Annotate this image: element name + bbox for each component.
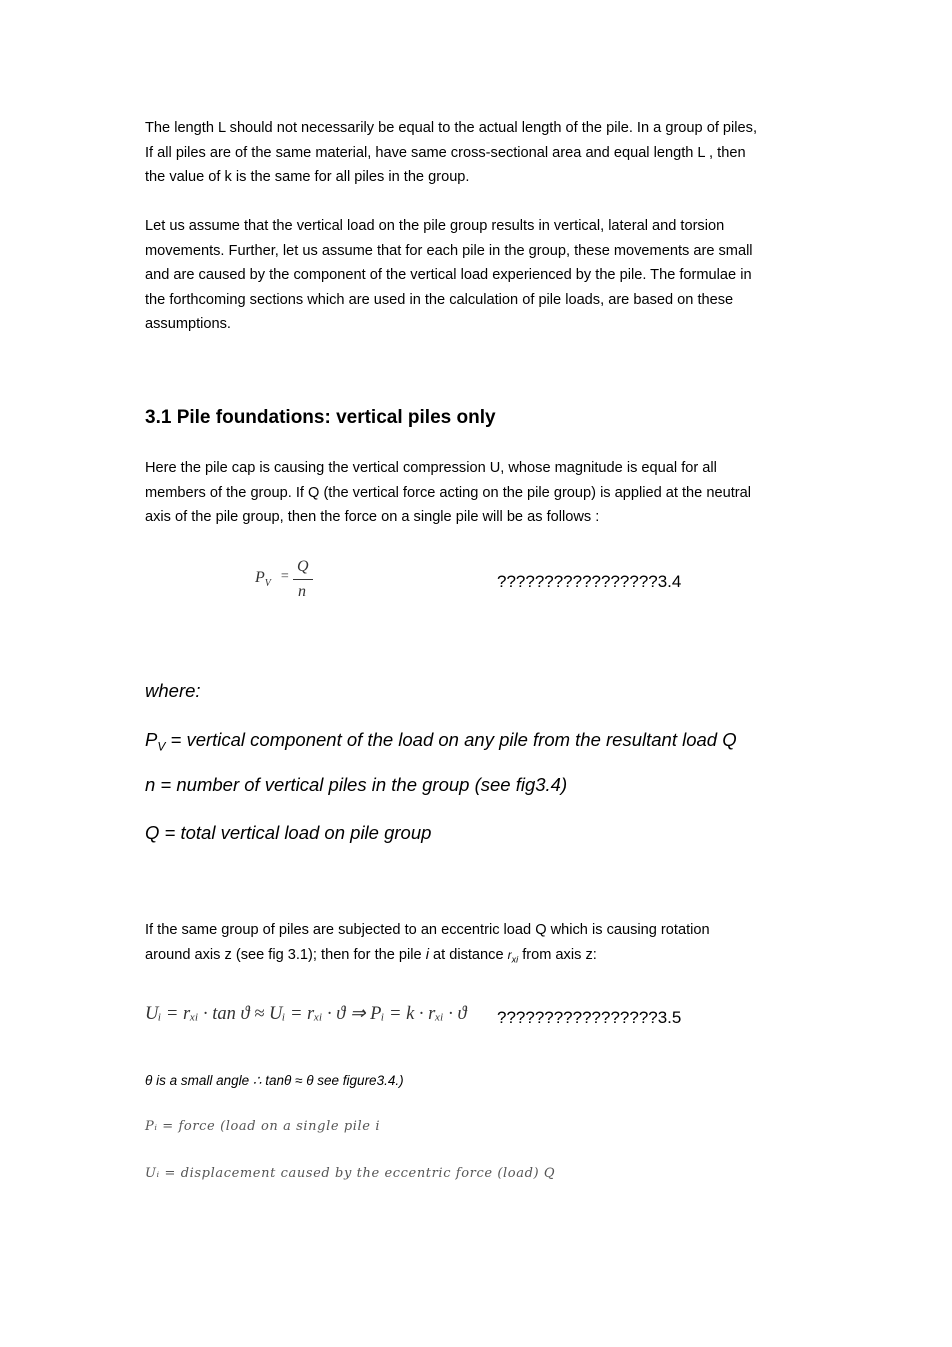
paragraph-line: assumptions.: [145, 316, 231, 332]
paragraph-line: The length L should not necessarily be equal to the actual length of the pile. In a group of piles,: [145, 120, 757, 136]
paragraph-line: Let us assume that the vertical load on the pile group results in vertical, lateral and torsion: [145, 218, 725, 234]
paragraph-line: If all piles are of the same material, have same cross-sectional area and equal length L , then: [145, 144, 746, 161]
definition-pv: $P_V$ = vertical component of the load on any pile from the resultant load Q: [145, 729, 737, 754]
definition-ui: Uᵢ = displacement caused by the eccentric force (load) Q: [145, 1166, 556, 1181]
paragraph-eccentric-load: [145, 918, 815, 971]
equation-3-5-formula: Uᵢ = rₓᵢ · tan ϑ ≈ Uᵢ = rₓᵢ · ϑ ⇒ Pᵢ = k · rₓᵢ · ϑ: [145, 1004, 467, 1024]
paragraph-line: movements. Further, let us assume that for each pile in the group, these movements are small: [145, 242, 753, 259]
paragraph-line: around axis z (see fig 3.1); then for the pile i at distance $r_{xi}$ from axis z:: [145, 946, 597, 964]
paragraph-line: If the same group of piles are subjected to an eccentric load Q which is causing rotation: [145, 922, 710, 938]
definition-n: n = number of vertical piles in the group (see fig3.4): [145, 774, 568, 795]
equation-numerator: Q: [297, 558, 309, 575]
paragraph-line: Here the pile cap is causing the vertical compression U, whose magnitude is equal for all: [145, 460, 717, 476]
paragraph-line: the forthcoming sections which are used in the calculation of pile loads, are based on these: [145, 291, 734, 308]
definition-q: Q = total vertical load on pile group: [145, 822, 432, 843]
equation-lhs: $P_V$: [255, 569, 271, 590]
section-heading: 3.1 Pile foundations: vertical piles only: [145, 407, 496, 428]
equation-denominator: n: [298, 583, 306, 600]
paragraph-pile-length: [145, 116, 815, 190]
paragraph-line: members of the group. If Q (the vertical force acting on the pile group) is applied at the neutral: [145, 484, 751, 501]
equation-equals: =: [280, 569, 290, 584]
paragraph-line: the value of k is the same for all piles in the group.: [145, 169, 470, 185]
paragraph-line: and are caused by the component of the vertical load experienced by the pile. The formulae in: [145, 267, 752, 283]
paragraph-pile-cap: [145, 456, 815, 530]
paragraph-line: axis of the pile group, then the force on a single pile will be as follows :: [145, 509, 600, 525]
equation-3-5-number: ?????????????????3.5: [497, 1008, 682, 1027]
fraction-bar: [293, 579, 313, 580]
definition-pi: Pᵢ = force (load on a single pile i: [145, 1119, 381, 1134]
paragraph-assumptions: [145, 214, 815, 337]
small-angle-note: θ is a small angle ∴ tanθ ≈ θ see figure3.4.): [145, 1073, 404, 1088]
equation-3-4-formula: [255, 558, 325, 606]
where-label: where:: [145, 680, 201, 701]
equation-3-4-number: ?????????????????3.4: [497, 572, 682, 591]
